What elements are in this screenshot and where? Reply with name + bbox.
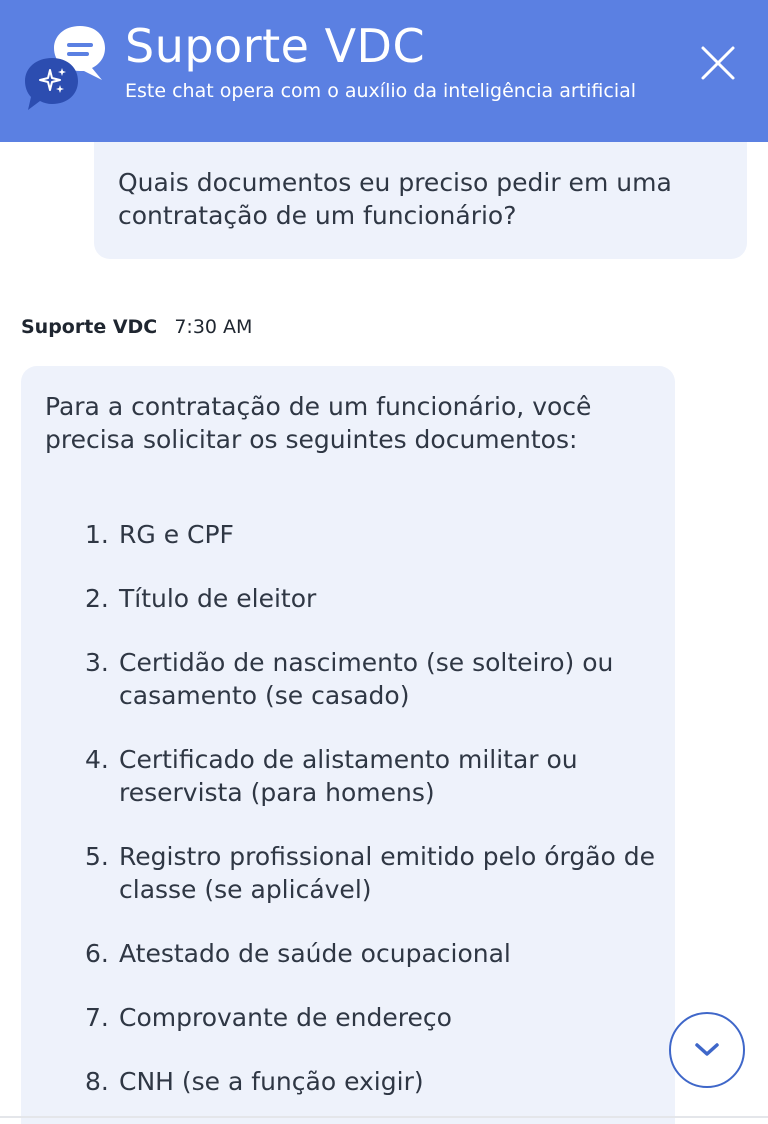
close-icon [697, 42, 739, 84]
list-item-number: 7. [85, 1003, 109, 1032]
chevron-down-icon [693, 1041, 721, 1059]
list-item-text: Certificado de alistamento militar ou reservista (para homens) [119, 745, 578, 807]
list-item [85, 840, 665, 906]
bot-message-meta [21, 316, 252, 338]
list-item [85, 743, 665, 809]
user-message-bubble [94, 142, 747, 259]
list-item [85, 937, 665, 970]
bot-message-intro: Para a contratação de um funcionário, você precisa solicitar os seguintes documentos: [45, 392, 592, 454]
chat-subtitle: Este chat opera com o auxílio da inteligência artificial [125, 80, 637, 102]
divider [0, 1116, 768, 1118]
chat-title: Suporte VDC [125, 19, 426, 73]
user-message-text: Quais documentos eu preciso pedir em uma contratação de um funcionário? [118, 168, 672, 230]
list-item [85, 1065, 665, 1098]
scroll-down-button[interactable] [669, 1012, 745, 1088]
list-item-text: Atestado de saúde ocupacional [119, 939, 511, 968]
list-item-text: Registro profissional emitido pelo órgão de classe (se aplicável) [119, 842, 656, 904]
list-item-number: 3. [85, 648, 109, 677]
list-item-text: Certidão de nascimento (se solteiro) ou casamento (se casado) [119, 648, 614, 710]
list-item-text: CNH (se a função exigir) [119, 1067, 424, 1096]
list-item-text: RG e CPF [119, 520, 234, 549]
chat-bubbles-sparkle-icon [22, 22, 112, 114]
close-button[interactable] [697, 42, 739, 84]
chat-messages[interactable] [0, 142, 768, 1124]
chat-header [0, 0, 768, 142]
list-item-number: 4. [85, 745, 109, 774]
list-item-number: 8. [85, 1067, 109, 1096]
bot-message-bubble [21, 366, 675, 1124]
list-item-number: 2. [85, 584, 109, 613]
list-item-number: 1. [85, 520, 109, 549]
document-list [85, 518, 665, 1124]
bot-message-time: 7:30 AM [174, 316, 253, 338]
list-item [85, 646, 665, 712]
list-item [85, 518, 665, 551]
list-item-text: Título de eleitor [119, 584, 317, 613]
list-item [85, 1001, 665, 1034]
list-item-number: 6. [85, 939, 109, 968]
bot-sender-name: Suporte VDC [21, 316, 158, 338]
list-item-number: 5. [85, 842, 109, 871]
list-item-text: Comprovante de endereço [119, 1003, 452, 1032]
list-item [85, 582, 665, 615]
